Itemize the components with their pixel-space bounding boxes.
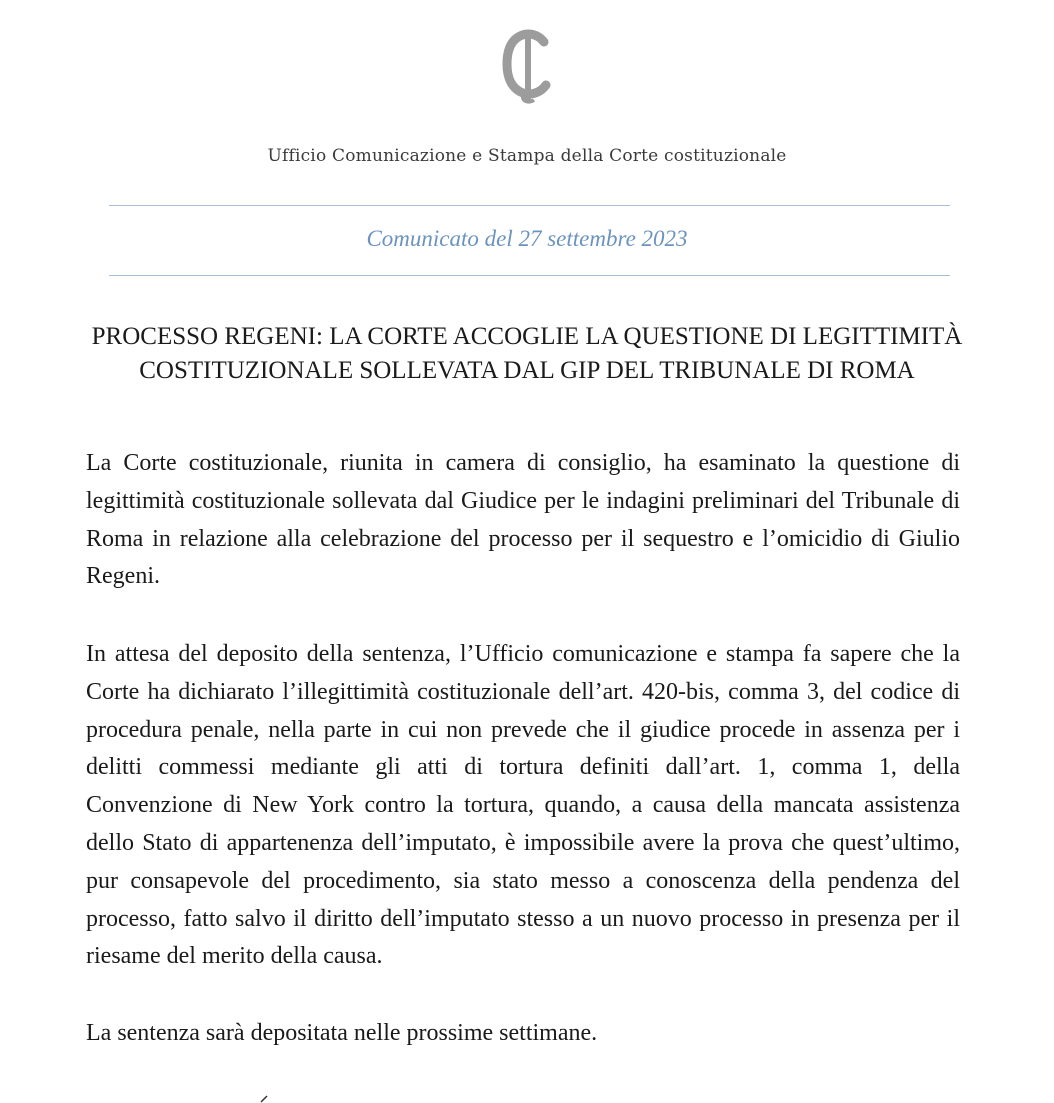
- header-divider-bottom: [109, 275, 950, 276]
- body-paragraph-1: La Corte costituzionale, riunita in camera di consiglio, ha esaminato la questione di legittimità costituzionale sollevata dal Giudice per le indagini preliminari del Tribunale di Roma in relazione alla celebrazione del processo per il sequestro e l’omicidio di Giulio Regeni.: [86, 450, 960, 590]
- body-paragraph-2: In attesa del deposito della sentenza, l’Ufficio comunicazione e stampa fa sapere che la Corte ha dichiarato l’illegittimità costituzionale dell’art. 420-bis, comma 3, del codice di procedura penale, nella parte in cui non prevede che il giudice procede in assenza per i delitti commessi mediante gli atti di tortura definiti dall’art. 1, comma 1, della Convenzione di New York contro la tortura, quando, a causa della mancata assistenza dello Stato di appartenenza dell’imputato, è impossibile avere la prova che quest’ultimo, pur consapevole del procedimento, sia stato messo a conoscenza della pendenza del processo, fatto salvo il diritto dell’imputato stesso a un nuovo processo in presenza per il riesame del merito della causa.: [86, 641, 960, 970]
- office-name: Ufficio Comunicazione e Stampa della Corte costituzionale: [267, 146, 787, 166]
- cut-off-text-mark: [258, 1094, 270, 1103]
- document-title: PROCESSO REGENI: LA CORTE ACCOGLIE LA QUESTIONE DI LEGITTIMITÀ COSTITUZIONALE SOLLEVATA DAL GIP DEL TRIBUNALE DI ROMA: [91, 323, 963, 384]
- release-date: Comunicato del 27 settembre 2023: [366, 226, 688, 251]
- corte-costituzionale-logo-icon: [498, 28, 558, 104]
- body-paragraph-3: La sentenza sarà depositata nelle prossime settimane.: [86, 1020, 598, 1046]
- header-divider-top: [109, 205, 950, 206]
